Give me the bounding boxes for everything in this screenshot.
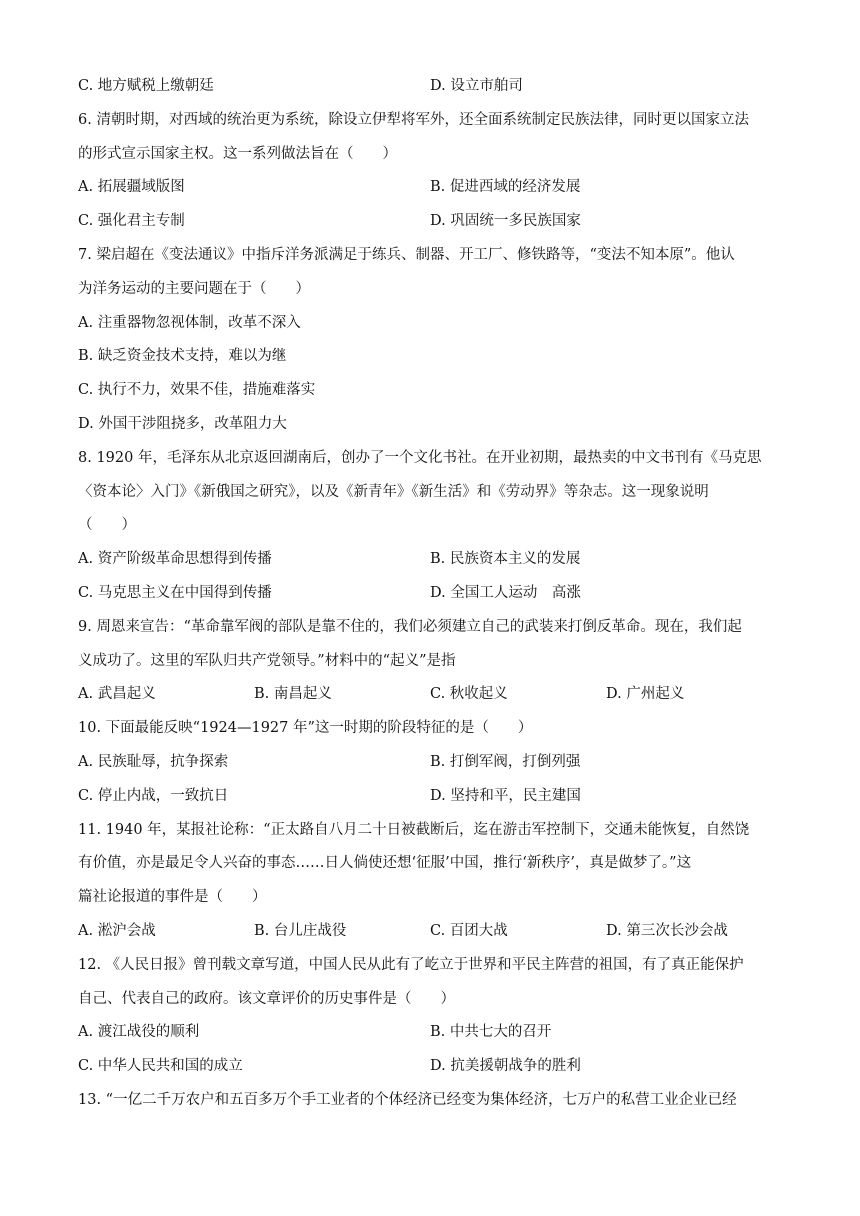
q12-option-a: A. 渡江战役的顺利: [78, 1024, 200, 1041]
q6-stem-line-1: 6. 清朝时期，对西域的统治更为系统，除设立伊犁将军外，还全面系统制定民族法律，同时更以国家立法: [78, 111, 749, 128]
q9-stem-line-1: 9. 周恩来宣告：“革命靠军阀的部队是靠不住的，我们必须建立自己的武装来打倒反革命。现在，我们起: [78, 618, 742, 635]
q6-option-a: A. 拓展疆域版图: [78, 179, 185, 196]
q11-options-row: [78, 915, 782, 949]
q12-option-d: D. 抗美援朝战争的胜利: [430, 1058, 581, 1075]
q7-option-d: D. 外国干涉阻挠多，改革阻力大: [78, 415, 287, 432]
q9-stem-line-2: 义成功了。这里的军队归共产党领导。”材料中的“起义”是指: [78, 652, 456, 669]
q12-options-row-1: [78, 1016, 782, 1050]
q12-option-b: B. 中共七大的召开: [430, 1024, 552, 1041]
q6-option-d: D. 巩固统一多民族国家: [430, 213, 581, 230]
q11-option-d: D. 第三次长沙会战: [606, 922, 728, 939]
q9-option-c: C. 秋收起义: [430, 686, 508, 703]
q10-option-d: D. 坚持和平，民主建国: [430, 787, 581, 804]
q5-option-c: C. 地方赋税上缴朝廷: [78, 78, 214, 94]
q9-option-d: D. 广州起义: [606, 686, 685, 703]
q7-option-b: B. 缺乏资金技术支持，难以为继: [78, 348, 287, 365]
q8-option-c: C. 马克思主义在中国得到传播: [78, 584, 272, 601]
q8-stem-line-1: 8. 1920 年，毛泽东从北京返回湖南后，创办了一个文化书社。在开业初期，最热卖的中文书刊有《马克思: [78, 449, 762, 466]
exam-page: [78, 70, 782, 1118]
q9-option-a: A. 武昌起义: [78, 686, 156, 703]
q11-option-b: B. 台儿庄战役: [254, 922, 347, 939]
q11-stem-line-2: 有价值，亦是最足令人兴奋的事态……日人倘使还想‘征服’中国，推行‘新秩序’，真是做梦了。”这: [78, 855, 692, 872]
q10-stem-line-1: 10. 下面最能反映“1924—1927 年”这一时期的阶段特征的是（ ）: [78, 720, 533, 737]
q12-options-row-2: [78, 1050, 782, 1084]
q6-option-c: C. 强化君主专制: [78, 213, 185, 230]
q8-option-a: A. 资产阶级革命思想得到传播: [78, 551, 272, 568]
q7-option-c: C. 执行不力，效果不佳，措施难落实: [78, 382, 316, 399]
q13-stem-line-1: 13. “一亿二千万农户和五百多万个手工业者的个体经济已经变为集体经济，七万户的私营工业企业已经: [78, 1091, 737, 1108]
q8-options-row-2: [78, 577, 782, 611]
q11-stem-line-3: 篇社论报道的事件是（ ）: [78, 889, 267, 906]
q7-option-a: A. 注重器物忽视体制，改革不深入: [78, 314, 301, 331]
q6-stem-line-2: 的形式宣示国家主权。这一系列做法旨在（ ）: [78, 145, 397, 162]
q10-options-row-2: [78, 780, 782, 814]
q6-options-row-2: [78, 205, 782, 239]
q7-stem-line-2: 为洋务运动的主要问题在于（ ）: [78, 280, 310, 297]
q8-option-b: B. 民族资本主义的发展: [430, 551, 581, 568]
q6-option-b: B. 促进西域的经济发展: [430, 179, 581, 196]
q10-option-a: A. 民族耻辱，抗争探索: [78, 753, 229, 770]
q6-options-row-1: [78, 171, 782, 205]
q7-stem-line-1: 7. 梁启超在《变法通议》中指斥洋务派满足于练兵、制器、开工厂、修铁路等，“变法不知本原”。他认: [78, 246, 735, 263]
q11-stem-line-1: 11. 1940 年，某报社论称：“正太路自八月二十日被截断后，迄在游击军控制下，交通未能恢复，自然饶: [78, 821, 750, 838]
q11-option-a: A. 淞沪会战: [78, 922, 156, 939]
q8-option-d: D. 全国工人运动 高涨: [430, 584, 581, 601]
q12-option-c: C. 中华人民共和国的成立: [78, 1058, 243, 1075]
q5-option-d: D. 设立市舶司: [430, 78, 523, 94]
q8-options-row-1: [78, 543, 782, 577]
q12-stem-line-2: 自己、代表自己的政府。该文章评价的历史事件是（ ）: [78, 990, 455, 1007]
q9-options-row: [78, 678, 782, 712]
q5-options-row-2: [78, 70, 782, 104]
q10-options-row-1: [78, 746, 782, 780]
q11-option-c: C. 百团大战: [430, 922, 508, 939]
q10-option-c: C. 停止内战，一致抗日: [78, 787, 229, 804]
q8-stem-line-3: （ ）: [78, 517, 136, 534]
q8-stem-line-2: 〈资本论〉入门》《新俄国之研究》，以及《新青年》《新生活》和《劳动界》等杂志。这一现象说明: [78, 483, 709, 500]
q10-option-b: B. 打倒军阀，打倒列强: [430, 753, 581, 770]
q9-option-b: B. 南昌起义: [254, 686, 332, 703]
q12-stem-line-1: 12. 《人民日报》曾刊载文章写道，中国人民从此有了屹立于世界和平民主阵营的祖国，有了真正能保护: [78, 956, 744, 973]
